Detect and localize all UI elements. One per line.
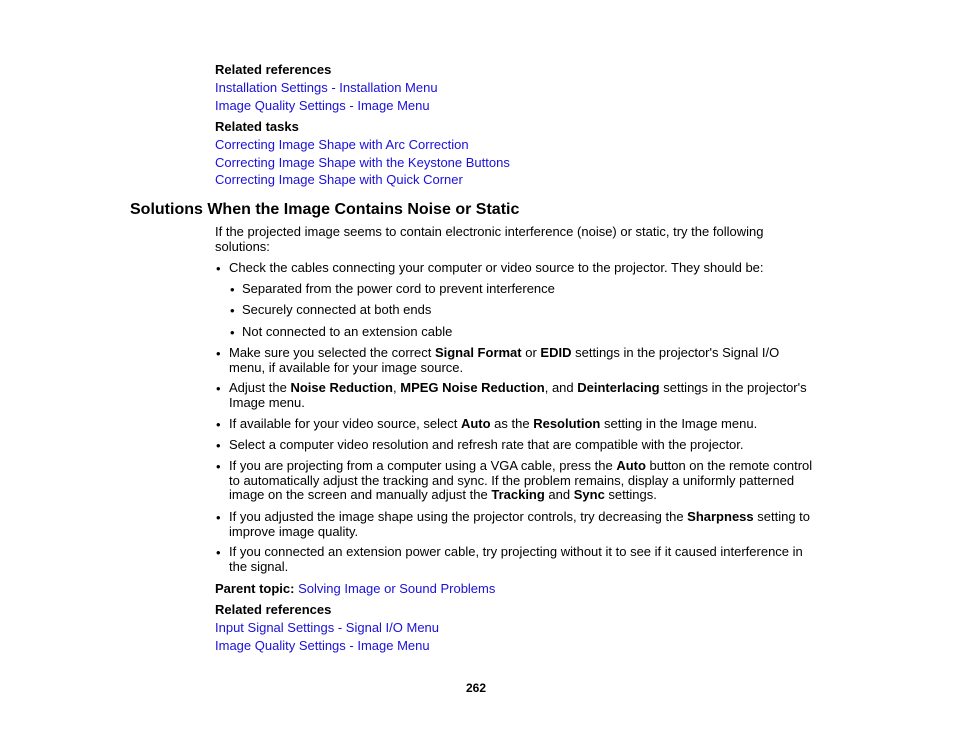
bullet-marker: • [216, 381, 221, 396]
link-quick-corner[interactable]: Correcting Image Shape with Quick Corner [215, 172, 463, 187]
bullet-extension-cable: If you connected an extension power cable, try projecting without it to see if it caused interference in the signal. [229, 544, 803, 574]
parent-topic [215, 581, 495, 596]
link-installation-settings[interactable]: Installation Settings - Installation Menu [215, 80, 438, 95]
related-references-heading-bottom: Related references [215, 602, 332, 617]
page-number: 262 [466, 681, 487, 695]
bullet-auto-resolution: If available for your video source, select Auto as the Resolution setting in the Image menu. [229, 416, 758, 431]
link-solving-image-sound[interactable]: Solving Image or Sound Problems [298, 581, 496, 596]
link-image-quality-settings-bottom[interactable]: Image Quality Settings - Image Menu [215, 638, 430, 653]
sub-bullet-separated: Separated from the power cord to prevent interference [242, 281, 555, 296]
bullet-sharpness: If you adjusted the image shape using the projector controls, try decreasing the Sharpness setting to improve image quality. [229, 509, 811, 539]
bullet-check-cables: Check the cables connecting your computer or video source to the projector. They should be: [229, 260, 764, 275]
bullet-signal-format: Make sure you selected the correct Signal Format or EDID settings in the projector's Signal I/O menu, if available for your image source. [229, 345, 780, 375]
bullet-marker: • [216, 417, 221, 432]
bullet-marker: • [216, 346, 221, 361]
sub-bullet-marker: • [230, 282, 235, 297]
link-input-signal-settings[interactable]: Input Signal Settings - Signal I/O Menu [215, 620, 440, 635]
parent-topic-label: Parent topic: [215, 581, 295, 596]
bullet-marker: • [216, 510, 221, 525]
sub-bullet-not-extension: Not connected to an extension cable [242, 324, 453, 339]
link-keystone-buttons[interactable]: Correcting Image Shape with the Keystone Buttons [215, 155, 510, 170]
sub-bullet-marker: • [230, 325, 235, 340]
intro-paragraph: If the projected image seems to contain electronic interference (noise) or static, try the following solutions: [215, 224, 764, 254]
bullet-marker: • [216, 438, 221, 453]
sub-bullet-marker: • [230, 303, 235, 318]
bullet-marker: • [216, 261, 221, 276]
related-references-heading: Related references [215, 62, 332, 77]
link-image-quality-settings[interactable]: Image Quality Settings - Image Menu [215, 98, 430, 113]
bullet-video-resolution: Select a computer video resolution and refresh rate that are compatible with the projector. [229, 437, 744, 452]
bullet-noise-reduction: Adjust the Noise Reduction, MPEG Noise Reduction, and Deinterlacing settings in the projector's Image menu. [229, 380, 807, 410]
bullet-marker: • [216, 459, 221, 474]
bullet-vga-auto: If you are projecting from a computer using a VGA cable, press the Auto button on the remote control to automatically adjust the tracking and sync. If the problem remains, display a uniformly patterned image on the screen and manually adjust the Tracking and Sync settings. [229, 458, 813, 502]
related-tasks-heading: Related tasks [215, 119, 299, 134]
link-arc-correction[interactable]: Correcting Image Shape with Arc Correction [215, 137, 469, 152]
sub-bullet-securely: Securely connected at both ends [242, 302, 432, 317]
section-heading: Solutions When the Image Contains Noise or Static [130, 201, 520, 218]
bullet-marker: • [216, 545, 221, 560]
